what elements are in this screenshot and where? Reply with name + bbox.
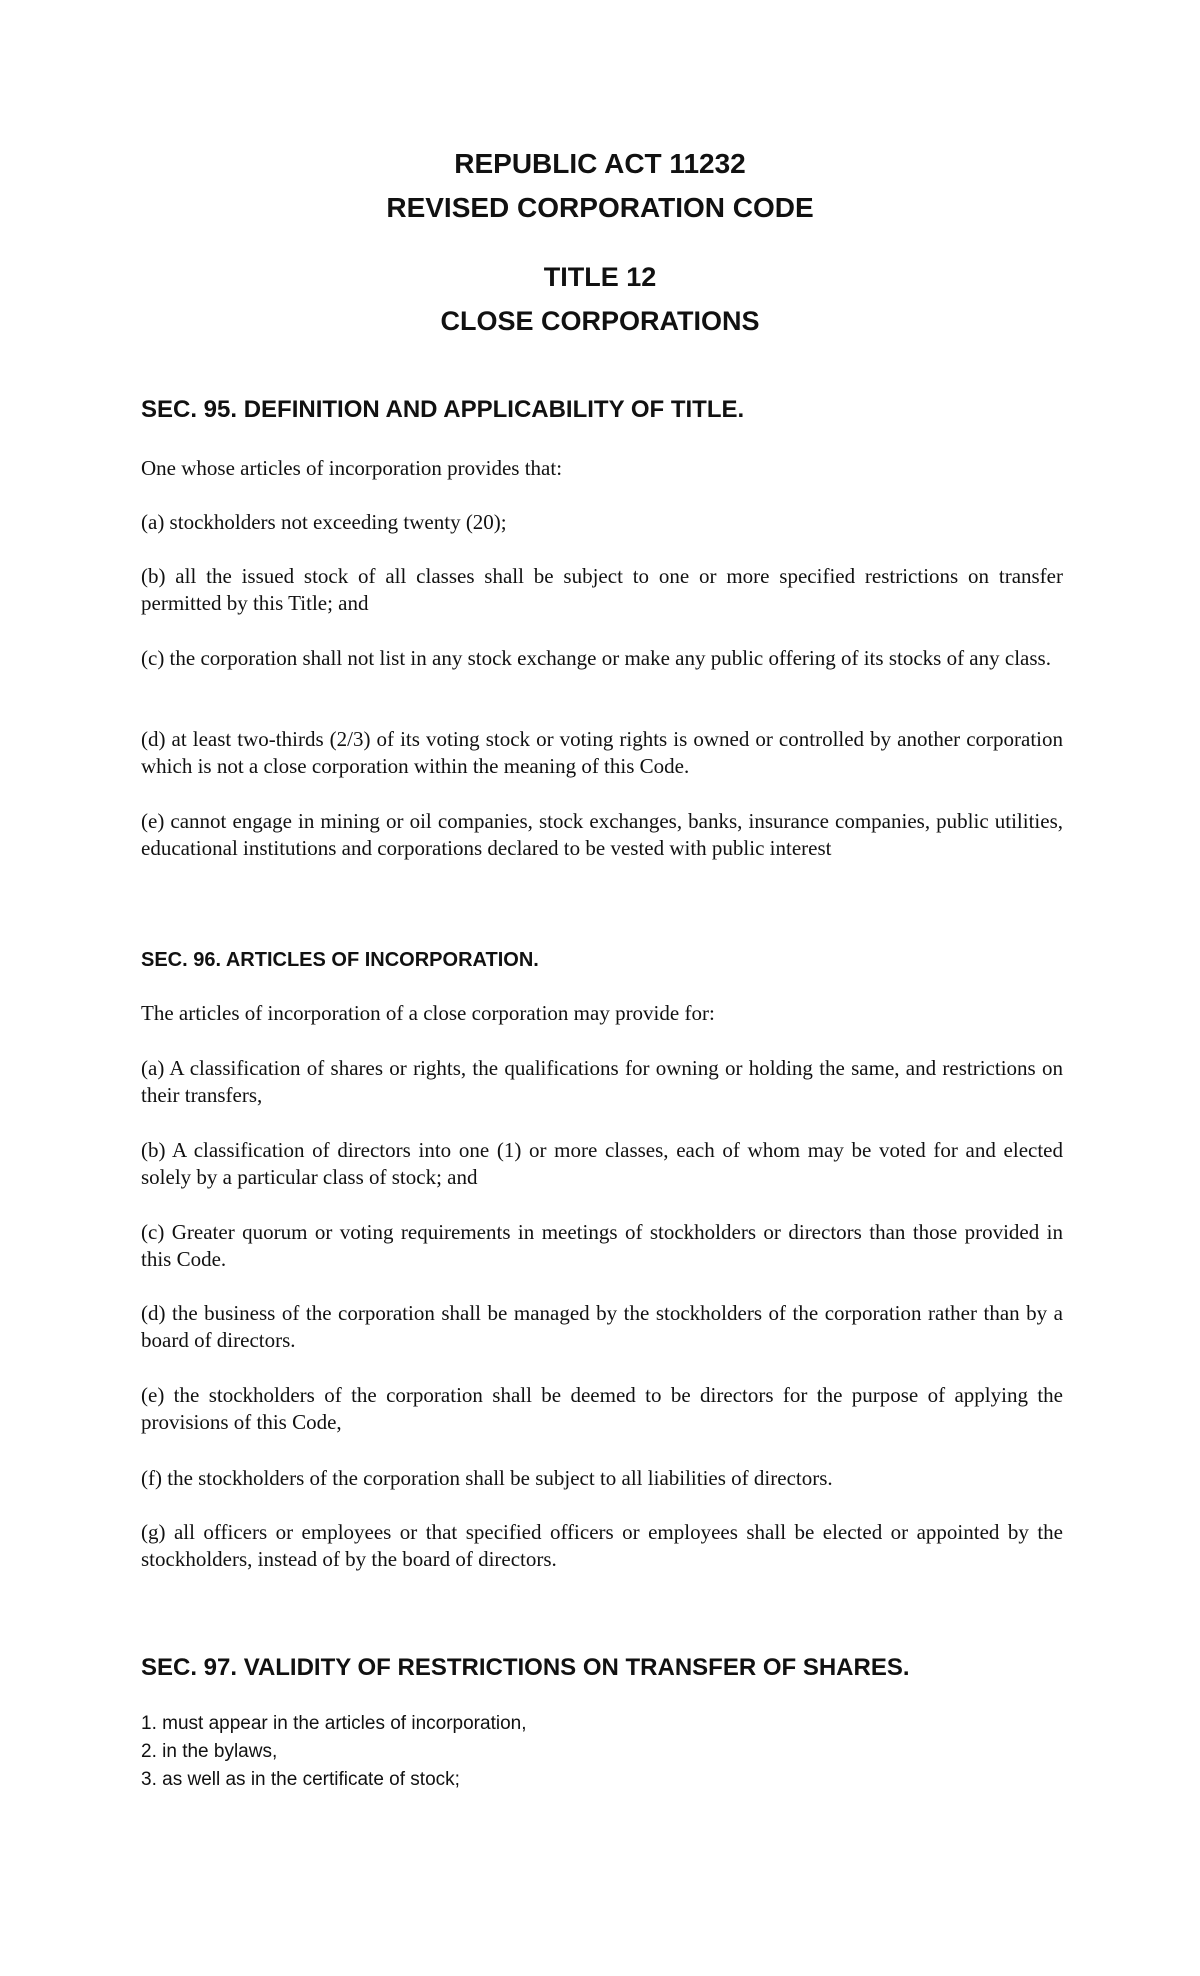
title-number: TITLE 12 (543, 262, 657, 292)
section-95-title: SEC. 95. DEFINITION AND APPLICABILITY OF TITLE. (141, 396, 745, 423)
section-95-item-a: (a) stockholders not exceeding twenty (20); (141, 510, 507, 534)
section-97-item-1: 1. must appear in the articles of incorporation, (141, 1713, 527, 1734)
title-name: CLOSE CORPORATIONS (440, 306, 760, 336)
section-96-item-c: (c) Greater quorum or voting requirements in meetings of stockholders or directors than those provided in this Code. (141, 1220, 1063, 1271)
section-96-item-a: (a) A classification of shares or rights, the qualifications for owning or holding the same, and restrictions on their transfers, (141, 1056, 1063, 1107)
section-95-item-c: (c) the corporation shall not list in any stock exchange or make any public offering of its stocks of any class. (141, 646, 1051, 670)
section-95-intro: One whose articles of incorporation provides that: (141, 456, 563, 480)
section-96-item-b: (b) A classification of directors into one (1) or more classes, each of whom may be voted for and elected solely by a particular class of stock; and (141, 1138, 1063, 1189)
section-96-intro: The articles of incorporation of a close corporation may provide for: (141, 1001, 715, 1025)
code-title: REVISED CORPORATION CODE (386, 192, 814, 223)
section-95-item-e: (e) cannot engage in mining or oil companies, stock exchanges, banks, insurance companies, public utilities, educational institutions and corporations declared to be vested with public interest (141, 809, 1063, 860)
section-96-item-e: (e) the stockholders of the corporation shall be deemed to be directors for the purpose of applying the provisions of this Code, (141, 1383, 1063, 1434)
section-96-item-d: (d) the business of the corporation shall be managed by the stockholders of the corporation rather than by a board of directors. (141, 1301, 1063, 1352)
section-96-item-f: (f) the stockholders of the corporation shall be subject to all liabilities of directors. (141, 1466, 833, 1490)
section-97-title: SEC. 97. VALIDITY OF RESTRICTIONS ON TRANSFER OF SHARES. (141, 1654, 910, 1681)
section-95-item-b: (b) all the issued stock of all classes shall be subject to one or more specified restrictions on transfer permitted by this Title; and (141, 564, 1063, 615)
section-95-item-d: (d) at least two-thirds (2/3) of its voting stock or voting rights is owned or controlled by another corporation which is not a close corporation within the meaning of this Code. (141, 727, 1063, 778)
section-97-item-2: 2. in the bylaws, (141, 1741, 278, 1762)
section-96-title: SEC. 96. ARTICLES OF INCORPORATION. (141, 949, 539, 971)
act-title: REPUBLIC ACT 11232 (454, 148, 746, 179)
section-97-item-3: 3. as well as in the certificate of stock; (141, 1769, 460, 1790)
section-96-item-g: (g) all officers or employees or that specified officers or employees shall be elected or appointed by the stockholders, instead of by the board of directors. (141, 1520, 1063, 1571)
